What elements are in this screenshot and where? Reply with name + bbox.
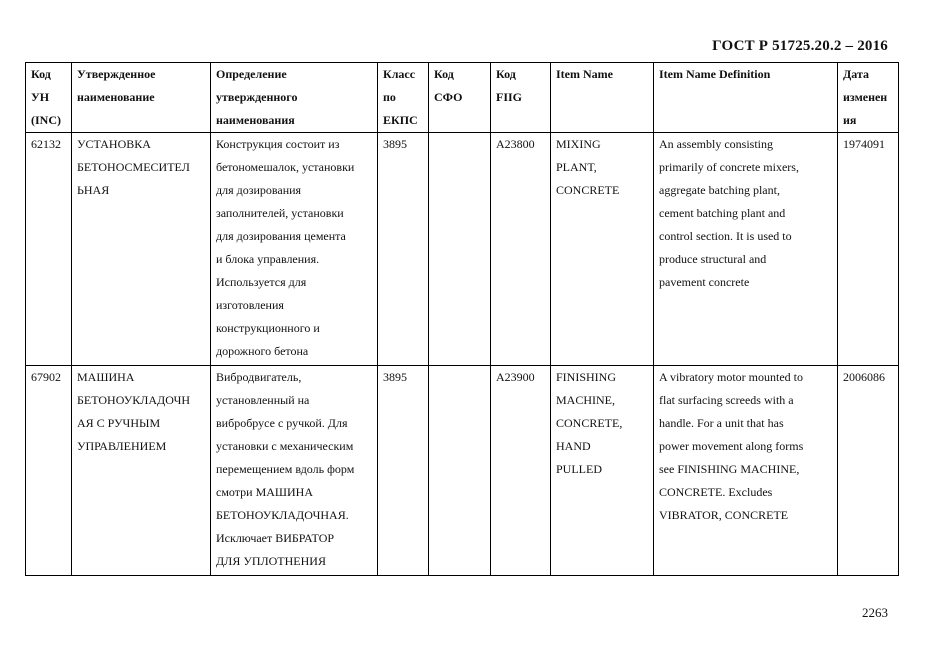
cell-fiig-code: A23800 [491,133,551,366]
cell-definition: Вибродвигатель, установленный на вибробрусе с ручкой. Для установки с механическим перемещением вдоль форм смотри МАШИНА БЕТОНОУКЛАДОЧНАЯ. Исключает ВИБРАТОР ДЛЯ УПЛОТНЕНИЯ [211,366,378,576]
table-header-row [26,63,899,133]
cell-item-name-definition: A vibratory motor mounted to flat surfacing screeds with a handle. For a unit that has power movement along forms see FINISHING MACHINE, CONCRETE. Excludes VIBRATOR, CONCRETE [654,366,838,576]
table-row [26,366,899,576]
cell-approved-name: УСТАНОВКА БЕТОНОСМЕСИТЕЛ ЬНАЯ [72,133,211,366]
cell-ekps-class: 3895 [378,133,429,366]
header-item-name: Item Name [551,63,654,133]
header-sfo-code: Код СФО [429,63,491,133]
page-number: 2263 [862,605,888,620]
cell-ekps-class: 3895 [378,366,429,576]
cell-approved-name: МАШИНА БЕТОНОУКЛАДОЧН АЯ С РУЧНЫМ УПРАВЛЕНИЕМ [72,366,211,576]
document-title: ГОСТ Р 51725.20.2 – 2016 [712,38,888,54]
cell-item-name: MIXING PLANT, CONCRETE [551,133,654,366]
header-approved-name: Утвержденное наименование [72,63,211,133]
cell-inc-code: 62132 [26,133,72,366]
cell-sfo-code [429,133,491,366]
header-item-name-definition: Item Name Definition [654,63,838,133]
header-ekps-class: Класс по ЕКПС [378,63,429,133]
cell-definition: Конструкция состоит из бетономешалок, установки для дозирования заполнителей, установки для дозирования цемента и блока управления. Используется для изготовления конструкционного и дорожного бетона [211,133,378,366]
cell-fiig-code: A23900 [491,366,551,576]
header-inc-code: Код УН (INC) [26,63,72,133]
table-row [26,133,899,366]
cell-item-name: FINISHING MACHINE, CONCRETE, HAND PULLED [551,366,654,576]
cell-change-date: 1974091 [838,133,899,366]
header-fiig-code: Код FIIG [491,63,551,133]
cell-sfo-code [429,366,491,576]
header-approved-name-definition: Определение утвержденного наименования [211,63,378,133]
header-change-date: Дата изменен ия [838,63,899,133]
catalog-table [25,62,899,576]
cell-change-date: 2006086 [838,366,899,576]
cell-item-name-definition: An assembly consisting primarily of concrete mixers, aggregate batching plant, cement batching plant and control section. It is used to produce structural and pavement concrete [654,133,838,366]
cell-inc-code: 67902 [26,366,72,576]
